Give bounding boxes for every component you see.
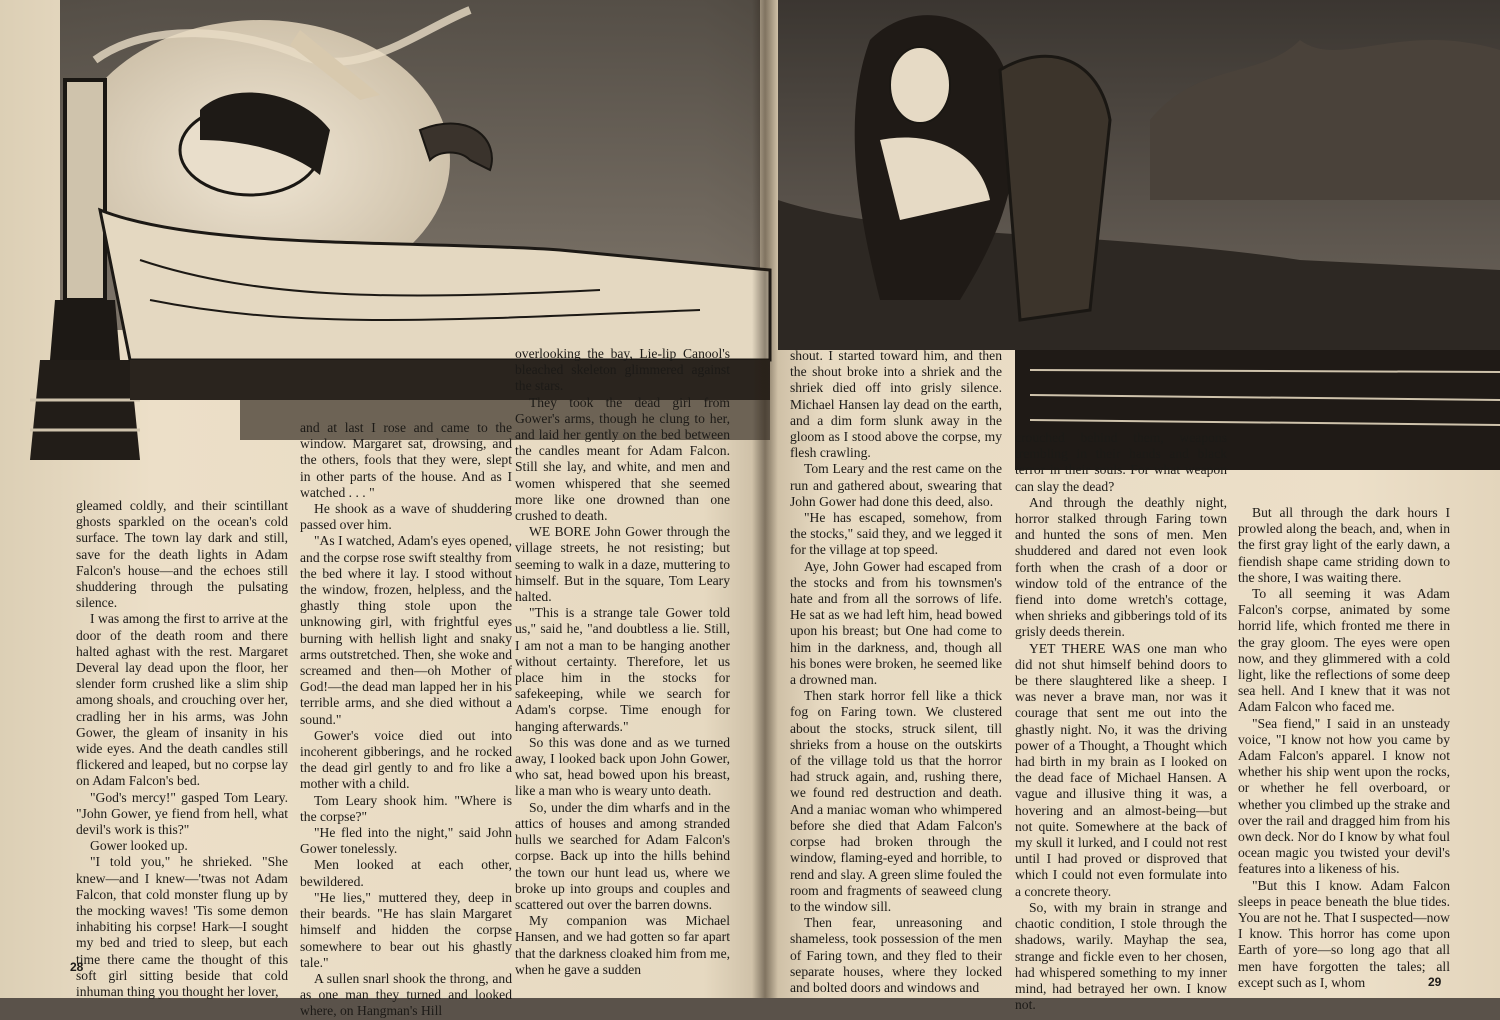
paragraph: Men looked at each other, bewildered. xyxy=(300,857,512,889)
paragraph: Tom Leary and the rest came on the run and gathered about, swearing that John Gower had done this deed, also. xyxy=(790,461,1002,509)
text-column-3 xyxy=(515,346,730,978)
page-number-right: 29 xyxy=(1428,975,1442,989)
paragraph: Tom Leary shook him. "Where is the corpse?" xyxy=(300,792,512,824)
paragraph: "This is a strange tale Gower told us," said he, "and doubtless a lie. Still, I am not a man to be hanging another without certainty. Therefore, let us place him in the stocks for safekeeping, while we search for Adam's corpse. Time enough for hanging afterwards." xyxy=(515,605,730,734)
paragraph: "As I watched, Adam's eyes opened, and the corpse rose swift stealthy from the bed where it lay. I stood without the window, frozen, helpless, and the ghastly thing stole upon the unknowing girl, with frightful eyes burning with hellish light and snaky arms outstretched. Then, she woke and screamed and then—oh Mother of God!—the dead man lapped her in his terrible arms, and she died without a sound." xyxy=(300,533,512,727)
paragraph: To all seeming it was Adam Falcon's corpse, animated by some horrid life, which fronted me there in the gray gloom. The eyes were open now, and they glimmered with a cold light, like the reflections of some deep sea hell. And I knew that it was not Adam Falcon who faced me. xyxy=(1238,586,1450,715)
paragraph: "He fled into the night," said John Gower tonelessly. xyxy=(300,825,512,857)
paragraph: WE BORE John Gower through the village streets, he not resisting; but seeming to walk in a daze, muttering to himself. But in the square, Tom Leary halted. xyxy=(515,524,730,605)
paragraph: He shook as a wave of shuddering passed over him. xyxy=(300,501,512,533)
paragraph: overlooking the bay, Lie-lip Canool's bleached skeleton glimmered against the stars. xyxy=(515,346,730,394)
text-column-2 xyxy=(300,420,512,1020)
paragraph: Gower looked up. xyxy=(90,838,188,854)
paragraph: And through the deathly night, horror stalked through Faring town and hunted the sons of men. Men shuddered and dared not even look forth when the crash of a door or window told of the entrance of the fiend into dome wretch's cottage, when shrieks and gibberings told of its grisly deeds therein. xyxy=(1015,494,1227,640)
paragraph: "He lies," muttered they, deep in their beards. "He has slain Margaret himself and hidden the corpse somewhere to bear out his ghastly tale." xyxy=(300,889,512,970)
illustration xyxy=(0,0,1500,470)
text-column-6 xyxy=(1238,505,1450,991)
paragraph: Then fear, unreasoning and shameless, took possession of the men of Faring town, and they fled to their separate houses, where they locked and bolted doors and windows and xyxy=(790,915,1002,995)
paragraph: "He has escaped, somehow, from the stocks," said they, and we legged it for the village at top speed. xyxy=(790,510,1002,558)
text-column-4 xyxy=(790,348,1002,996)
paragraph: "I told you," he shrieked. "She knew—and I knew—'twas not Adam Falcon, that cold monster flung up by the mocking waves! 'Tis some demon inhabiting his corpse! Hark—I sought my bed and tried to sleep, but each time there came the thought of this soft girl sitting beside that cold inhuman thing you thought her lover, xyxy=(76,854,288,1000)
paragraph: So, with my brain in strange and chaotic condition, I stole through the shadows, warily. Mayhap the sea, strange and fickle even to her chosen, had whispered something to my inner mind, had betrayed her own. I know not. xyxy=(1015,899,1227,1013)
paragraph: Aye, John Gower had escaped from the stocks and from his townsmen's hate and from all the sorrows of life. He sat as we had left him, head bowed upon his breast; but One had come to him in the darkness, and, though all his bones were broken, he seemed like a drowned man. xyxy=(790,558,1002,688)
paragraph: Gower's voice died out into incoherent gibberings, and he rocked the dead girl gently to and fro like a mother with a child. xyxy=(300,727,512,792)
paragraph: So, under the dim wharfs and in the attics of houses and among stranded hulls we searched for Adam Falcon's corpse. Back up into the hills behind the town our hunt lead us, where we broke up into groups and couples and scattered out over the barren downs. xyxy=(515,799,730,912)
paragraph: But all through the dark hours I prowled along the beach, and, when in the first gray light of the early dawn, a fiendish shape came striding down to the shore, I was waiting there. xyxy=(1238,505,1450,585)
paragraph: "But this I know. Adam Falcon sleeps in peace beneath the blue tides. You are not he. That I suspected—now I know. This horror has come upon Earth of yore—so long ago that all men have forgotten the tales; all except such as I, whom xyxy=(1238,877,1450,990)
paragraph: So this was done and as we turned away, I looked back upon John Gower, who sat, head bowed upon his breast, like a man who is weary unto death. xyxy=(515,734,730,799)
text-column-5 xyxy=(1015,430,1227,1013)
paragraph: "God's mercy!" gasped Tom Leary. "John Gower, ye fiend from hell, what devil's work is this?" xyxy=(76,789,288,838)
paragraph: "Sea fiend," I said in an unsteady voice, "I know not how you came by Adam Falcon's apparel. I know not whether his ship went upon the rocks, or whether he fell overboard, or whether you climbed up the strake and over the rail and dragged him from his own deck. Nor do I know by what foul ocean magic you twisted your devil's features into a likeness of his. xyxy=(1238,715,1450,877)
paragraph: They took the dead girl from Gower's arms, though he clung to her, and laid her gently on the bed between the candles meant for Adam Falcon. Still she lay, and white, and men and women whispered that she seemed more like one drowned than one crushed to death. xyxy=(515,394,730,524)
paragraph: YET THERE WAS one man who did not shut himself behind doors to be there slaughtered like a sheep. I was never a brave man, nor was it courage that sent me out into the ghastly night. No, it was the driving power of a Thought, a Thought which had birth in my brain as I looked on the dead face of Michael Hansen. A vague and illusive thing it was, a hovering and an almost-being—but not quite. Somewhere at the back of my skull it lurked, and I could not rest until I had proved or disproved that which I could not even formulate into a concrete theory. xyxy=(1015,640,1227,899)
paragraph: and at last I rose and came to the window. Margaret sat, drowsing, and the others, fools that they were, slept in other parts of the house. And as I watched . . . " xyxy=(300,420,512,500)
text-column-1 xyxy=(76,498,288,1000)
illustration-drawing xyxy=(0,0,1500,470)
paragraph: crouched behind them, weapons trembling in their hands and black terror in their souls. For what weapon can slay the dead? xyxy=(1015,430,1227,494)
page-number-left: 28 xyxy=(70,960,84,974)
paragraph: A sullen snarl shook the throng, and as one man they turned and looked where, on Hangman's Hill xyxy=(300,970,512,1019)
paragraph: gleamed coldly, and their scintillant ghosts sparkled on the ocean's cold surface. The town lay dark and still, save for the death lights in Adam Falcon's house—and the echoes still shuddering through the pulsating silence. xyxy=(76,498,288,611)
paragraph: shout. I started toward him, and then the shout broke into a shriek and the shriek died off into grisly silence. Michael Hansen lay dead on the earth, and a dim form slunk away in the gloom as I stood above the corpse, my flesh crawling. xyxy=(790,348,1002,461)
paragraph: My companion was Michael Hansen, and we had gotten so far apart that the darkness cloaked him from me, when he gave a sudden xyxy=(515,913,730,977)
paragraph: I was among the first to arrive at the door of the death room and there halted aghast with the rest. Margaret Deveral lay dead upon the floor, her slender form crushed like a slim ship among shoals, and crouching over her, cradling her in his arms, was John Gower, the gleam of insanity in his wide eyes. And the death candles still flickered and leaped, but no corpse lay on Adam Falcon's bed. xyxy=(76,611,288,789)
paragraph: Then stark horror fell like a thick fog on Faring town. We clustered about the stocks, struck silent, till shrieks from a house on the outskirts of the village told us that the horror had struck again, and, rushing there, we found red destruction and death. And a maniac woman who whimpered before she died that Adam Falcon's corpse had broken through the window, flaming-eyed and horrible, to rend and slay. A green slime fouled the room and fragments of seaweed clung to the window sill. xyxy=(790,688,1002,914)
